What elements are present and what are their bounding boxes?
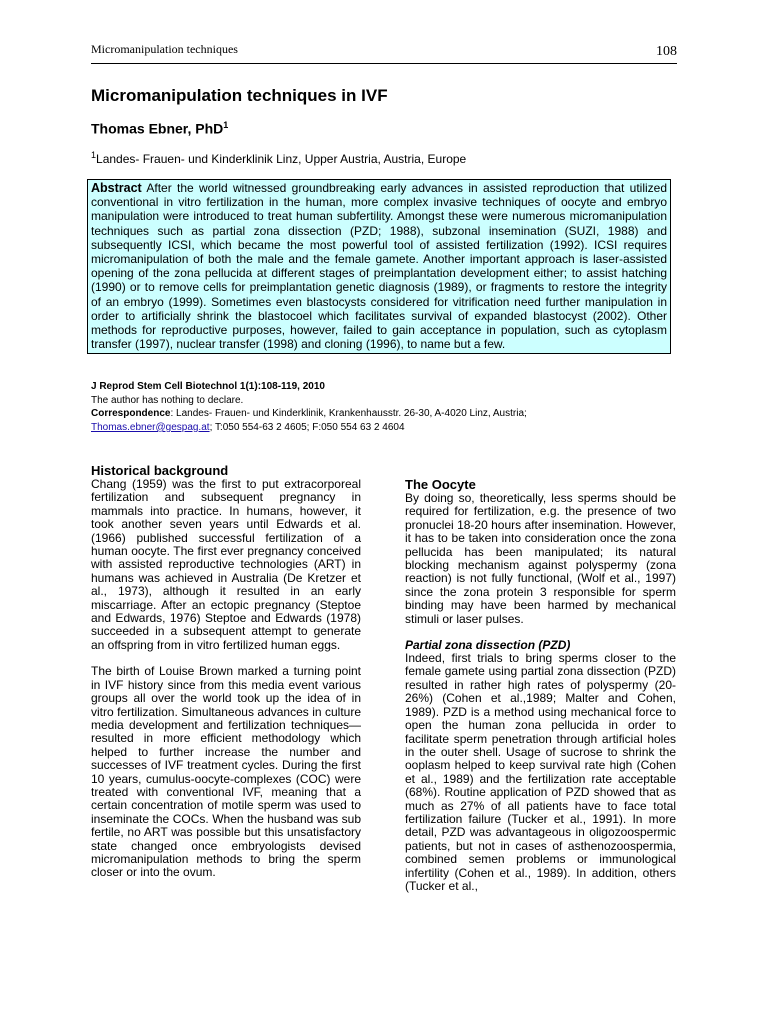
paragraph: Chang (1959) was the first to put extracorporeal fertilization and subsequent pregnancy in mammals into practice. In humans, however, it took another seven years until Edwards et al. (1966) published successful fertilization of a human oocyte. The first ever pregnancy conceived with assisted reproductive technologies (ART) in humans was achieved in Australia (De Kretzer et al., 1973), although it resulted in an early miscarriage. After an ectopic pregnancy (Steptoe and Edwards, 1976) Steptoe and Edwards (1978) succeeded in a subsequent attempt to generate an offspring from in vitro fertilized human eggs. bbox=[91, 477, 361, 652]
section-heading-historical: Historical background bbox=[91, 463, 229, 478]
paragraph: The birth of Louise Brown marked a turning point in IVF history since from this media event various groups all over the world took up the idea of in vitro fertilization. Simultaneous advances in culture media development and fertilization techniques—resulted in more efficient methodology which helped to further increase the number and successes of IVF treatment cycles. During the first 10 years, cumulus-oocyte-complexes (COC) were treated with conventional IVF, meaning that a certain concentration of motile sperm was used to inseminate the COCs. When the husband was sub fertile, no ART was possible but this unsatisfactory state changed once embryologists devised micromanipulation methods to bring the sperm closer or into the ovum. bbox=[91, 664, 361, 880]
paragraph: Indeed, first trials to bring sperms closer to the female gamete using partial zona dissection (PZD) resulted in rather high rates of polyspermy (20-26%) (Cohen et al.,1989; Malter and Cohen, 1989). PZD is a method using mechanical force to open the human zona pellucida in order to facilitate sperm penetration through artificial holes in the outer shell. Usage of sucrose to shrink the ooplasm helped to keep survival rate high (Cohen et al., 1989) and the fertilization rate acceptable (68%). Routine application of PZD showed that as much as 27% of all patients have to face total fertilization failure (Tucker et al., 1991). In more detail, PZD was advantageous in oligozoospermic patients, but not in cases of asthenozoospermia, combined semen problems or immunological infertility (Cohen et al., 1989). In addition, others (Tucker et al., bbox=[405, 651, 676, 893]
abstract-label: Abstract bbox=[91, 181, 142, 195]
section-heading-oocyte: The Oocyte bbox=[405, 477, 476, 492]
left-column bbox=[91, 463, 361, 880]
article-meta bbox=[91, 380, 527, 434]
paragraph: By doing so, theoretically, less sperms should be required for fertilization, e.g. the presence of two pronuclei 18-20 hours after insemination. However, it has to be taken into consideration once the zona pellucida has been manipulated; its natural blocking mechanism against polyspermy (zona reaction) is not fully functional, (Wolf et al., 1997) since the zona protein 3 responsible for sperm binding may have been harmed by mechanical stimuli or laser pulses. bbox=[405, 491, 676, 626]
contact-line bbox=[91, 421, 527, 435]
affiliation-superscript: 1 bbox=[91, 150, 97, 160]
correspondence-address: : Landes- Frauen- und Kinderklinik, Krankenhausstr. 26-30, A-4020 Linz, Austria; bbox=[170, 408, 527, 420]
author-name: Thomas Ebner, PhD bbox=[91, 120, 224, 137]
phone-fax: ; T:050 554-63 2 4605; F:050 554 63 2 4604 bbox=[209, 421, 405, 433]
header-rule bbox=[91, 63, 677, 64]
page-number: 108 bbox=[656, 44, 677, 59]
correspondence-label: Correspondence bbox=[91, 408, 171, 420]
abstract-text: After the world witnessed groundbreaking early advances in assisted reproduction that utilized conventional in vitro fertilization in the human, more complex invasive techniques of oocyte and embryo manipulation were introduced to treat human subfertility. Amongst these were numerous micromanipulation techniques such as partial zona dissection (PZD; 1988), subzonal insemination (SUZI, 1988) and subsequently ICSI, which became the most powerful tool of assisted fertilization (1992). ICSI requires micromanipulation of both the male and the female gamete. Another important approach is laser-assisted opening of the zona pellucida at different stages of preimplantation development either; to assist hatching (1990) or to remove cells for preimplantation genetic diagnosis (1989), or fragments to restore the integrity of an embryo (1999). Sometimes even blastocysts considered for vitrification need further manipulation in order to artificially shrink the blastocoel which facilitates survival of expanded blastocyst (2002). Other methods for reproductive purposes, however, failed to gain acceptance in population, such as cytoplasm transfer (1997), nuclear transfer (1998) and cloning (1996), to name but a few. bbox=[91, 181, 668, 352]
declaration: The author has nothing to declare. bbox=[91, 394, 244, 406]
right-column bbox=[405, 477, 676, 893]
article-title: Micromanipulation techniques in IVF bbox=[91, 86, 388, 105]
citation: J Reprod Stem Cell Biotechnol 1(1):108-119, 2010 bbox=[91, 381, 325, 392]
author-line bbox=[91, 120, 228, 137]
subsection-heading-pzd: Partial zona dissection (PZD) bbox=[405, 638, 571, 653]
affiliation-text: Landes- Frauen- und Kinderklinik Linz, Upper Austria, Austria, Europe bbox=[96, 152, 467, 166]
correspondence bbox=[91, 407, 527, 421]
email-link[interactable]: Thomas.ebner@gespag.at bbox=[91, 421, 210, 433]
affiliation bbox=[91, 150, 466, 166]
running-head: Micromanipulation techniques bbox=[91, 42, 238, 56]
author-superscript: 1 bbox=[223, 120, 229, 130]
abstract-box bbox=[87, 179, 671, 354]
